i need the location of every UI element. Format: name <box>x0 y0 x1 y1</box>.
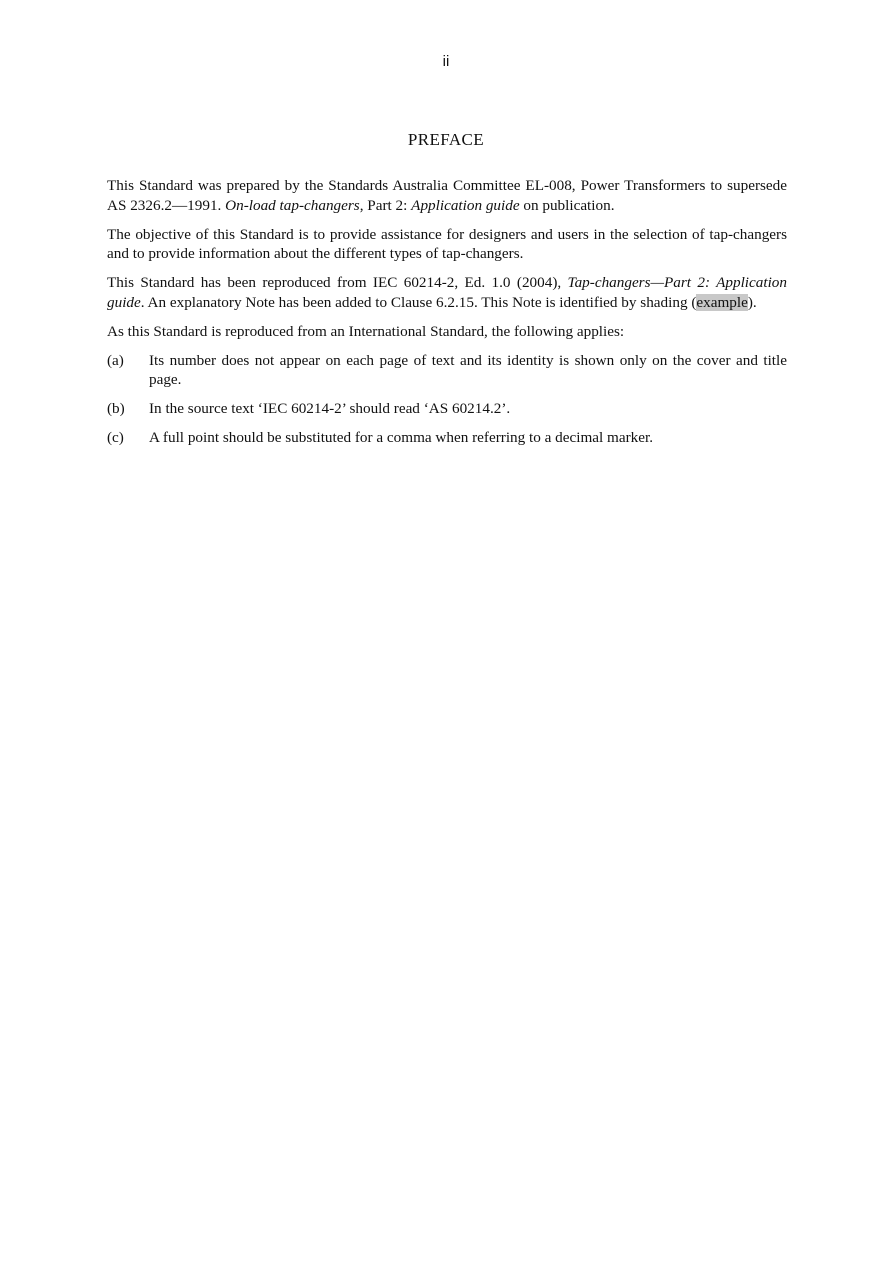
list-item-a <box>107 351 787 390</box>
list-item-text: A full point should be substituted for a comma when referring to a decimal marker. <box>149 429 654 446</box>
page-title: PREFACE <box>407 130 485 149</box>
list-item-c <box>107 428 787 448</box>
paragraph-committee <box>107 176 787 215</box>
preface-body <box>107 176 787 457</box>
paragraph-committee-text-2: , Part 2: <box>359 196 412 214</box>
paragraph-source-text-1: This Standard has been reproduced from IEC 60214-2, Ed. 1.0 (2004), <box>107 274 568 291</box>
paragraph-source-italic-1: Tap-changers—Part 2: Application guide <box>107 274 787 311</box>
page-number: ii <box>442 53 450 70</box>
list-item-label: (b) <box>107 400 125 417</box>
paragraph-committee-text-3: on publication. <box>519 196 615 214</box>
list-item-text: In the source text ‘IEC 60214-2’ should read ‘AS 60214.2’. <box>149 400 511 417</box>
list-item-b <box>107 399 787 419</box>
paragraph-objective: The objective of this Standard is to provide assistance for designers and users in the selection of tap-changers and to provide information about the different types of tap-changers. <box>107 225 787 262</box>
shading-example: example <box>696 293 748 311</box>
paragraph-source-text-2: . An explanatory Note has been added to Clause 6.2.15. This Note is identified by shading ( <box>140 293 697 311</box>
list-item-text: Its number does not appear on each page of text and its identity is shown only on the cover and title page. <box>149 351 787 388</box>
list-item-label: (a) <box>107 351 124 369</box>
list-item-label: (c) <box>107 429 124 446</box>
paragraph-committee-italic-1: On-load tap-changers <box>225 196 360 214</box>
paragraph-source <box>107 273 787 312</box>
paragraph-source-text-3: ). <box>747 293 757 311</box>
paragraph-committee-italic-2: Application guide <box>411 196 520 214</box>
paragraph-committee-text-1: This Standard was prepared by the Standards Australia Committee EL-008, Power Transformers to supersede AS 2326.2—1991. <box>107 177 787 214</box>
paragraph-applies: As this Standard is reproduced from an International Standard, the following applies: <box>107 322 625 340</box>
